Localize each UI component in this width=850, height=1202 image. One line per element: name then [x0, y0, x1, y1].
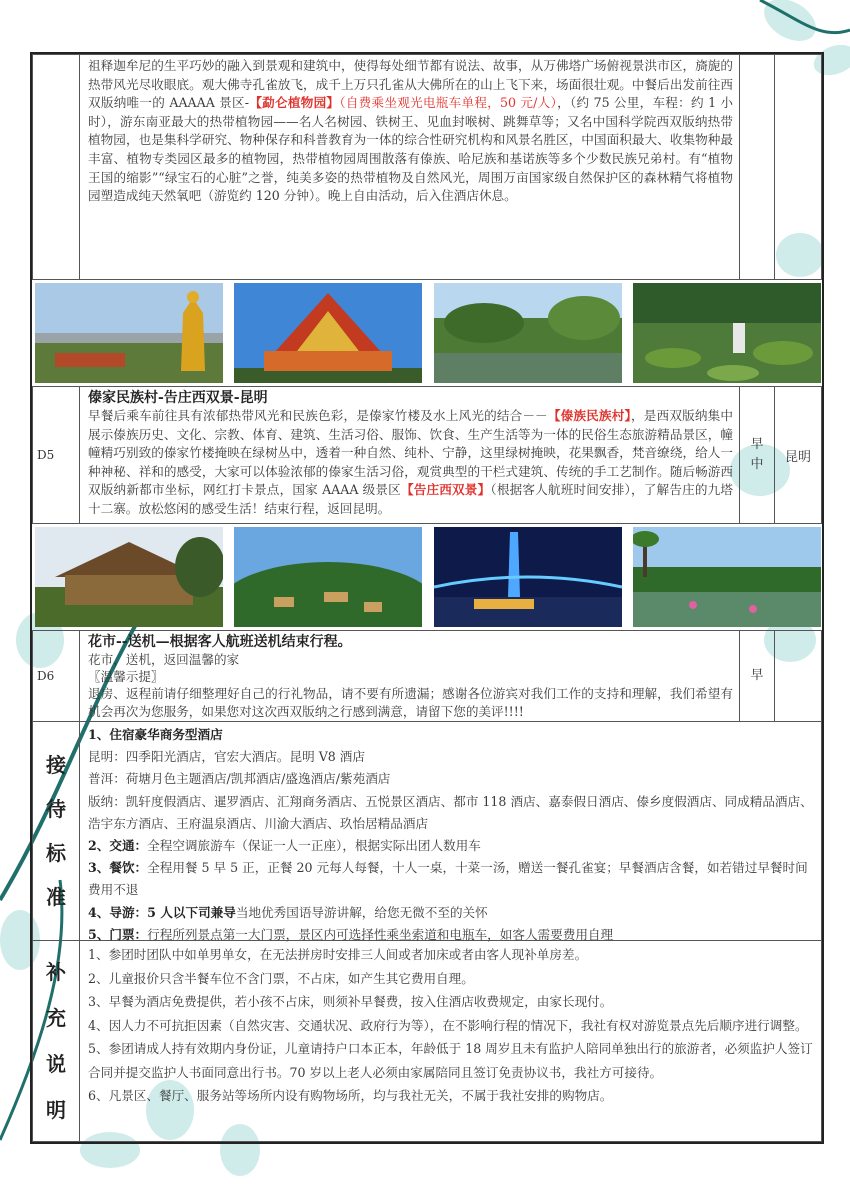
supplement-item: 3、早餐为酒店免费提供，若小孩不占床，则须补早餐费，按入住酒店收费规定，由家长现付。	[88, 994, 613, 1009]
day4-photo-row	[33, 280, 822, 387]
day5-text-1: 早餐后乘车前往具有浓郁热带风光和民族色彩，是傣家竹楼及水上风光的结合－－	[88, 408, 548, 423]
supplement-row	[33, 941, 822, 1142]
supplement-item: 2、儿童报价只含半餐车位不含门票，不占床，如产生其它费用自理。	[88, 970, 474, 986]
day4-label-cell	[33, 55, 80, 280]
standards-banna: 版纳：凯轩度假酒店、暹罗酒店、汇翔商务酒店、五悦景区酒店、都市 118 酒店、嘉泰假日酒店、傣乡度假酒店、同成精品酒店、浩宇东方酒店、王府温泉酒店、川渝大酒店、玖怡居精品酒店	[88, 793, 813, 831]
supplement-content	[80, 941, 822, 1142]
photo-botanical-lake	[434, 283, 622, 383]
day6-row	[33, 631, 822, 722]
itinerary-document	[30, 52, 824, 1144]
day4-meal-cell	[740, 55, 775, 280]
day6-title: 花市--送机—根据客人航班送机结束行程。	[88, 634, 352, 650]
day6-hotel-cell	[775, 631, 822, 722]
day5-meal: 早中	[740, 387, 775, 524]
supplement-item: 1、参团时团队中如单男单女，在无法拼房时安排三人间或者加床或者由客人现补单房差。	[88, 947, 588, 962]
standards-content: 1、住宿豪华商务型酒店 昆明：四季阳光酒店，官宏大酒店。昆明 V8 酒店 普洱：荷塘月色主题酒店/凯邦酒店/盛逸酒店/紫苑酒店 版纳：凯轩度假酒店、暹罗酒店、汇翔商务酒店、五悦景区酒店、都市 118 酒店、嘉泰假日酒店、傣乡度假酒店、同成精品酒店、浩宇东方酒店、王府温泉酒店、川渝大酒店、玖怡居精品酒店 2、交通：全程空调旅游车（保证一人一正座），根据实际出团人数用车 3、餐饮：全程用餐 5 早 5 正，正餐 20 元每人每餐，十人一桌，十菜一汤，赠送一餐孔雀宴；早餐酒店含餐，如若错过早餐时间费用不退 4、导游：5 人以下司兼导当地优秀国语导游讲解，给您无微不至的关怀 5、门票：行程所列景点第一大门票，景区内可选择性乘坐索道和电瓶车，如客人需要费用自理	[80, 722, 822, 941]
photo-lily-pads	[633, 283, 821, 383]
standards-guide: 当地优秀国语导游讲解，给您无微不至的关怀	[235, 904, 488, 920]
photo-village-aerial	[234, 527, 422, 627]
day4-content	[80, 55, 740, 280]
day5-text-3: （根据客人航班时间安排），了解告庄的九塔十二寨。放松悠闲的感受生活！结束行程，返回昆明。	[88, 482, 734, 516]
day6-meal: 早	[740, 631, 775, 722]
day4-highlight-1: 【勐仑植物园】	[249, 95, 340, 111]
standards-row	[33, 722, 822, 941]
day5-highlight-2: 【告庄西双景】	[400, 482, 491, 498]
photo-temple	[234, 283, 422, 383]
day5-hotel: 昆明	[775, 387, 822, 524]
day5-label: D5	[33, 387, 80, 524]
day5-title: 傣家民族村-告庄西双景-昆明	[88, 390, 268, 406]
day4-text-1: 祖释迦牟尼的生平巧妙的融入到景观和建筑中，使得每处细节都有说法、故事，从万佛塔广场俯视景洪市区，旖旎的热带风光尽收眼底。观大佛寺孔雀放飞，成千上万只孔雀从大佛所在的山上飞下来，场面很壮观。中餐后出发前往西双版纳唯一的 AAAAA 景区-	[88, 58, 733, 111]
standards-side-label: 接 待 标 准	[33, 722, 80, 941]
photo-dai-bamboo-house	[35, 527, 223, 627]
day5-content	[80, 387, 740, 524]
day5-row	[33, 387, 822, 524]
standards-kunming: 昆明：四季阳光酒店，官宏大酒店。昆明 V8 酒店	[88, 749, 365, 765]
supplement-item: 4、因人力不可抗拒因素（自然灾害、交通状况、政府行为等），在不影响行程的情况下，我社有权对游览景点先后顺序进行调整。	[88, 1017, 808, 1033]
standards-hotel-heading: 1、住宿豪华商务型酒店	[88, 727, 223, 742]
photo-lotus-garden	[633, 527, 821, 627]
day5-text-2: ，是西双版纳集中展示傣族历史、文化、宗教、体育、建筑、生活习俗、服饰、饮食、生产生活等为一体的民俗生态旅游精品景区，幢幢精巧别致的傣家竹楼掩映在绿树丛中，透着一种自然、纯朴、宁静，这里绿树掩映，花果飘香，梵音缭绕，给人一种神秘、祥和的感受，大家可以体验浓郁的傣家生活习俗，观赏典型的干栏式建筑、传统的手工艺制作。随后畅游西双版纳新都市坐标，网红打卡景点，国家 AAAA 级景区	[88, 408, 734, 498]
day4-text-2: ，（约 75 公里，车程：约 1 小时），游东南亚最大的热带植物园——名人名树园、铁树王、见血封喉树、跳舞草等；又名中国科学院西双版纳热带植物园，也是集科学研究、物种保存和科普教育为一体的综合性研究机构和风景名胜区，中国面积最大、收集物种最丰富、植物专类园区最多的植物园，热带植物园周围散落有傣族、哈尼族和基诺族等多个少数民族兄弟村。有“植物王国的缩影”“绿宝石的心脏”之誉，纯美多姿的热带植物及自然风光，周围万亩国家级自然保护区的森林精气将植物园塑造成纯天然氧吧（游览约 120 分钟）。晚上自由活动，后入住酒店休息。	[88, 95, 733, 204]
day6-line-2: 〖温馨示提〗	[88, 669, 164, 685]
supplement-item: 5、参团请成人持有效期内身份证，儿童请持户口本正本，年龄低于 18 周岁且未有监护人陪同单独出行的旅游者，必须监护人签订合同并提交监护人书面同意出行书。70 岁以上老人必须由家属陪同且签订免责协议书，我社方可接待。	[88, 1041, 813, 1080]
supplement-side-label: 补 充 说 明	[33, 941, 80, 1142]
photo-night-bridge	[434, 527, 622, 627]
supplement-item: 6、凡景区、餐厅、服务站等场所内设有购物场所，均与我社无关，不属于我社安排的购物店。	[88, 1088, 613, 1103]
day4-row	[33, 55, 822, 280]
standards-puer: 普洱：荷塘月色主题酒店/凯邦酒店/盛逸酒店/紫苑酒店	[88, 771, 391, 787]
day6-content	[80, 631, 740, 722]
day5-highlight-1: 【傣族民族村】	[547, 408, 631, 423]
standards-tickets: 行程所列景点第一大门票，景区内可选择性乘坐索道和电瓶车，如客人需要费用自理	[147, 926, 614, 942]
day6-line-1: 花市，送机，返回温馨的家	[88, 652, 240, 667]
day6-label: D6	[33, 631, 80, 722]
day6-line-3: 退房、返程前请仔细整理好自己的行礼物品，请不要有所遗漏；感谢各位游宾对我们工作的支持和理解，我们希望有机会再次为您服务，如果您对这次西双版纳之行感到满意，请留下您的美评!!!!	[88, 686, 733, 719]
photo-buddha-statue	[35, 283, 223, 383]
standards-meals: 全程用餐 5 早 5 正，正餐 20 元每人每餐，十人一桌，十菜一汤，赠送一餐孔雀宴；早餐酒店含餐，如若错过早餐时间费用不退	[88, 860, 808, 898]
standards-transport: 全程空调旅游车（保证一人一正座），根据实际出团人数用车	[147, 838, 481, 854]
day4-highlight-2: （自费乘坐观光电瓶车单程，50 元/人）	[339, 95, 558, 111]
day4-hotel-cell	[775, 55, 822, 280]
day5-photo-row	[33, 524, 822, 631]
